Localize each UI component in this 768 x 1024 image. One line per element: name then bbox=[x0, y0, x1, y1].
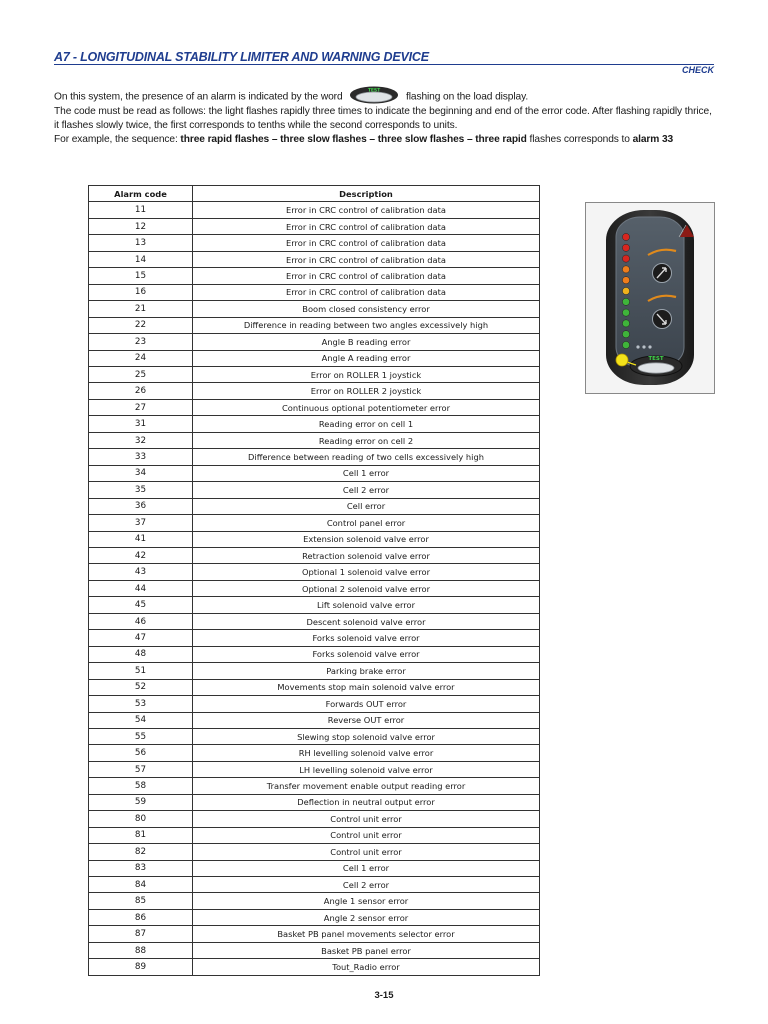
alarm-code-cell: 14 bbox=[89, 251, 193, 267]
table-row bbox=[89, 301, 540, 317]
description-cell: Angle A reading error bbox=[193, 350, 540, 366]
led-light bbox=[622, 341, 629, 348]
alarm-code-cell: 34 bbox=[89, 465, 193, 481]
table-row bbox=[89, 218, 540, 234]
alarm-code-cell: 88 bbox=[89, 942, 193, 958]
example-alarm: alarm 33 bbox=[632, 133, 674, 145]
alarm-code-cell: 54 bbox=[89, 712, 193, 728]
alarm-code-cell: 51 bbox=[89, 663, 193, 679]
description-cell: Forks solenoid valve error bbox=[193, 646, 540, 662]
alarm-code-cell: 87 bbox=[89, 926, 193, 942]
alarm-code-cell: 55 bbox=[89, 728, 193, 744]
alarm-code-cell: 21 bbox=[89, 301, 193, 317]
alarm-code-cell: 89 bbox=[89, 959, 193, 975]
description-cell: Slewing stop solenoid valve error bbox=[193, 728, 540, 744]
table-row bbox=[89, 235, 540, 251]
table-row bbox=[89, 712, 540, 728]
description-cell: Descent solenoid valve error bbox=[193, 613, 540, 629]
page-title: A7 - LONGITUDINAL STABILITY LIMITER AND WARNING DEVICE bbox=[54, 50, 429, 64]
description-cell: Boom closed consistency error bbox=[193, 301, 540, 317]
page-number: 3-15 bbox=[374, 990, 394, 1001]
intro-line-1 bbox=[54, 90, 716, 105]
alarm-code-cell: 82 bbox=[89, 844, 193, 860]
alarm-code-cell: 37 bbox=[89, 515, 193, 531]
led-light bbox=[622, 255, 629, 262]
intro-line-1-before: On this system, the presence of an alarm is indicated by the word bbox=[54, 91, 343, 103]
header-description: Description bbox=[193, 186, 540, 202]
alarm-code-cell: 43 bbox=[89, 564, 193, 580]
alarm-code-cell: 31 bbox=[89, 416, 193, 432]
table-row bbox=[89, 284, 540, 300]
table-row bbox=[89, 909, 540, 925]
alarm-code-cell: 83 bbox=[89, 860, 193, 876]
alarm-code-cell: 59 bbox=[89, 794, 193, 810]
description-cell: RH levelling solenoid valve error bbox=[193, 745, 540, 761]
description-cell: Cell 1 error bbox=[193, 860, 540, 876]
table-row bbox=[89, 383, 540, 399]
description-cell: Angle B reading error bbox=[193, 334, 540, 350]
table-row bbox=[89, 893, 540, 909]
description-cell: Error in CRC control of calibration data bbox=[193, 235, 540, 251]
table-row bbox=[89, 728, 540, 744]
table-row bbox=[89, 531, 540, 547]
alarm-code-cell: 33 bbox=[89, 449, 193, 465]
led-light bbox=[622, 309, 629, 316]
table-row bbox=[89, 449, 540, 465]
test-badge-label: TEST bbox=[368, 88, 381, 94]
alarm-code-cell: 85 bbox=[89, 893, 193, 909]
led-light bbox=[622, 266, 629, 273]
table-row bbox=[89, 794, 540, 810]
description-cell: Control unit error bbox=[193, 844, 540, 860]
description-cell: Basket PB panel movements selector error bbox=[193, 926, 540, 942]
table-row bbox=[89, 251, 540, 267]
led-column bbox=[622, 233, 629, 348]
alarm-code-cell: 32 bbox=[89, 432, 193, 448]
alarm-code-cell: 26 bbox=[89, 383, 193, 399]
alarm-code-cell: 57 bbox=[89, 761, 193, 777]
description-cell: Reverse OUT error bbox=[193, 712, 540, 728]
alarm-code-cell: 22 bbox=[89, 317, 193, 333]
table-row bbox=[89, 761, 540, 777]
led-light bbox=[622, 277, 629, 284]
alarm-code-cell: 84 bbox=[89, 877, 193, 893]
description-cell: Lift solenoid valve error bbox=[193, 597, 540, 613]
alarm-code-cell: 46 bbox=[89, 613, 193, 629]
intro-text bbox=[54, 90, 716, 147]
description-cell: Cell error bbox=[193, 498, 540, 514]
description-cell: Forwards OUT error bbox=[193, 696, 540, 712]
example-mid: flashes corresponds to bbox=[526, 133, 633, 145]
description-cell: Control unit error bbox=[193, 811, 540, 827]
section-label: CHECK bbox=[681, 65, 714, 75]
table-row bbox=[89, 366, 540, 382]
table-row bbox=[89, 877, 540, 893]
table-row bbox=[89, 597, 540, 613]
table-row bbox=[89, 646, 540, 662]
description-cell: Parking brake error bbox=[193, 663, 540, 679]
header-alarm-code: Alarm code bbox=[89, 186, 193, 202]
alarm-code-cell: 56 bbox=[89, 745, 193, 761]
table-row bbox=[89, 416, 540, 432]
alarm-code-cell: 36 bbox=[89, 498, 193, 514]
table-row bbox=[89, 942, 540, 958]
table-row bbox=[89, 399, 540, 415]
description-cell: Control panel error bbox=[193, 515, 540, 531]
description-cell: Error in CRC control of calibration data bbox=[193, 218, 540, 234]
title-rule bbox=[54, 64, 714, 65]
alarm-code-cell: 24 bbox=[89, 350, 193, 366]
table-row bbox=[89, 317, 540, 333]
description-cell: Error on ROLLER 2 joystick bbox=[193, 383, 540, 399]
description-cell: Difference between reading of two cells excessively high bbox=[193, 449, 540, 465]
alarm-code-cell: 45 bbox=[89, 597, 193, 613]
alarm-code-table bbox=[88, 185, 540, 976]
alarm-code-cell: 86 bbox=[89, 909, 193, 925]
intro-paragraph-2: The code must be read as follows: the light flashes rapidly three times to indicate the beginning and end of the error code. After flashing rapidly thrice, it flashes slowly twice, the first corresponds to tenths while the second corresponds to units. bbox=[54, 105, 712, 131]
description-cell: Angle 2 sensor error bbox=[193, 909, 540, 925]
description-cell: Difference in reading between two angles excessively high bbox=[193, 317, 540, 333]
table-row bbox=[89, 778, 540, 794]
table-row bbox=[89, 465, 540, 481]
description-cell: Cell 1 error bbox=[193, 465, 540, 481]
alarm-code-cell: 35 bbox=[89, 482, 193, 498]
table-row bbox=[89, 844, 540, 860]
intro-example bbox=[54, 133, 716, 147]
description-cell: Error on ROLLER 1 joystick bbox=[193, 366, 540, 382]
table-row bbox=[89, 959, 540, 975]
table-row bbox=[89, 547, 540, 563]
table-row bbox=[89, 334, 540, 350]
description-cell: Extension solenoid valve error bbox=[193, 531, 540, 547]
description-cell: Basket PB panel error bbox=[193, 942, 540, 958]
alarm-code-cell: 48 bbox=[89, 646, 193, 662]
load-display-device bbox=[585, 202, 715, 394]
description-cell: Cell 2 error bbox=[193, 877, 540, 893]
led-light bbox=[622, 244, 629, 251]
table-body bbox=[89, 202, 540, 975]
table-header-row bbox=[89, 186, 540, 202]
alarm-code-cell: 23 bbox=[89, 334, 193, 350]
alarm-code-cell: 80 bbox=[89, 811, 193, 827]
test-badge-icon bbox=[349, 86, 399, 104]
alarm-code-cell: 52 bbox=[89, 679, 193, 695]
alarm-code-cell: 41 bbox=[89, 531, 193, 547]
table-row bbox=[89, 432, 540, 448]
alarm-code-cell: 58 bbox=[89, 778, 193, 794]
example-sequence: three rapid flashes – three slow flashes – three slow flashes – three rapid bbox=[180, 133, 527, 145]
table-row bbox=[89, 613, 540, 629]
alarm-code-cell: 16 bbox=[89, 284, 193, 300]
table-row bbox=[89, 564, 540, 580]
table-row bbox=[89, 482, 540, 498]
description-cell: Error in CRC control of calibration data bbox=[193, 268, 540, 284]
description-cell: Transfer movement enable output reading error bbox=[193, 778, 540, 794]
led-light bbox=[622, 298, 629, 305]
table-row bbox=[89, 926, 540, 942]
description-cell: Reading error on cell 2 bbox=[193, 432, 540, 448]
table-row bbox=[89, 630, 540, 646]
table-row bbox=[89, 811, 540, 827]
alarm-code-cell: 44 bbox=[89, 580, 193, 596]
alarm-code-cell: 27 bbox=[89, 399, 193, 415]
description-cell: Error in CRC control of calibration data bbox=[193, 202, 540, 218]
description-cell: Cell 2 error bbox=[193, 482, 540, 498]
table-row bbox=[89, 580, 540, 596]
description-cell: Deflection in neutral output error bbox=[193, 794, 540, 810]
description-cell: Control unit error bbox=[193, 827, 540, 843]
intro-line-1-after: flashing on the load display. bbox=[405, 91, 529, 103]
description-cell: LH levelling solenoid valve error bbox=[193, 761, 540, 777]
table-row bbox=[89, 350, 540, 366]
description-cell: Error in CRC control of calibration data bbox=[193, 251, 540, 267]
device-test-label: TEST bbox=[648, 356, 664, 362]
alarm-code-cell: 12 bbox=[89, 218, 193, 234]
indicator-dot bbox=[616, 354, 628, 366]
table-row bbox=[89, 860, 540, 876]
description-cell: Optional 2 solenoid valve error bbox=[193, 580, 540, 596]
table-row bbox=[89, 679, 540, 695]
alarm-code-cell: 47 bbox=[89, 630, 193, 646]
led-light bbox=[622, 331, 629, 338]
example-prefix: For example, the sequence: bbox=[54, 133, 181, 145]
alarm-code-cell: 81 bbox=[89, 827, 193, 843]
alarm-code-cell: 42 bbox=[89, 547, 193, 563]
table-row bbox=[89, 696, 540, 712]
description-cell: Forks solenoid valve error bbox=[193, 630, 540, 646]
led-light bbox=[622, 320, 629, 327]
alarm-code-cell: 15 bbox=[89, 268, 193, 284]
description-cell: Tout_Radio error bbox=[193, 959, 540, 975]
description-cell: Error in CRC control of calibration data bbox=[193, 284, 540, 300]
table-row bbox=[89, 827, 540, 843]
alarm-code-cell: 25 bbox=[89, 366, 193, 382]
led-light bbox=[622, 233, 629, 240]
description-cell: Reading error on cell 1 bbox=[193, 416, 540, 432]
description-cell: Retraction solenoid valve error bbox=[193, 547, 540, 563]
table-row bbox=[89, 268, 540, 284]
table-row bbox=[89, 515, 540, 531]
table-row bbox=[89, 202, 540, 218]
description-cell: Movements stop main solenoid valve error bbox=[193, 679, 540, 695]
description-cell: Optional 1 solenoid valve error bbox=[193, 564, 540, 580]
table-row bbox=[89, 663, 540, 679]
description-cell: Continuous optional potentiometer error bbox=[193, 399, 540, 415]
table-row bbox=[89, 498, 540, 514]
alarm-code-cell: 53 bbox=[89, 696, 193, 712]
alarm-code-cell: 11 bbox=[89, 202, 193, 218]
table-row bbox=[89, 745, 540, 761]
led-light bbox=[622, 287, 629, 294]
control-panel-icon bbox=[586, 203, 714, 393]
description-cell: Angle 1 sensor error bbox=[193, 893, 540, 909]
alarm-code-cell: 13 bbox=[89, 235, 193, 251]
